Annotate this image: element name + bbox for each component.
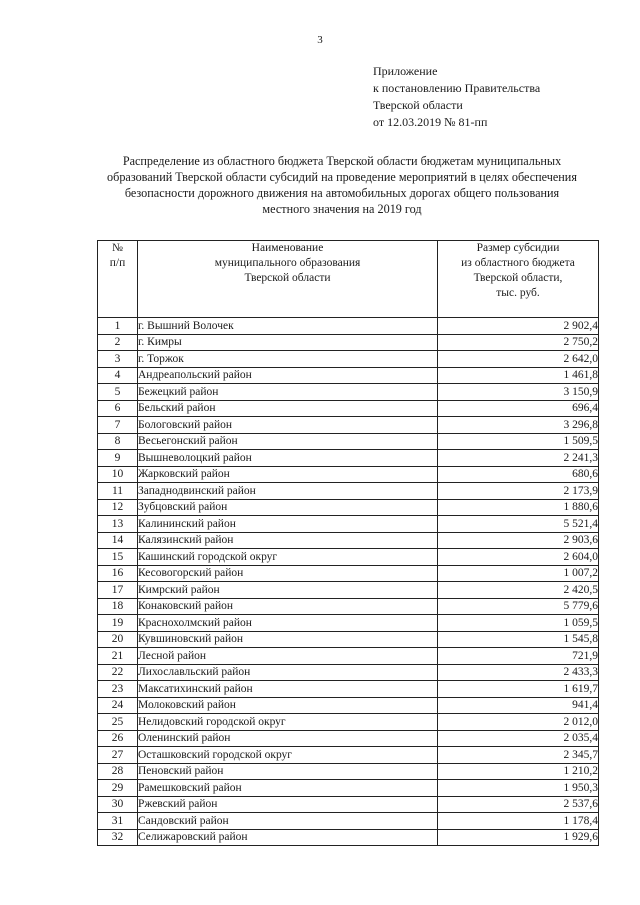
row-amount: 1 210,2 bbox=[438, 763, 599, 780]
row-municipality: Конаковский район bbox=[138, 598, 438, 615]
row-number: 17 bbox=[98, 582, 138, 599]
row-amount: 1 178,4 bbox=[438, 813, 599, 830]
row-number: 15 bbox=[98, 549, 138, 566]
row-amount: 1 059,5 bbox=[438, 615, 599, 632]
row-municipality: Сандовский район bbox=[138, 813, 438, 830]
row-municipality: Бежецкий район bbox=[138, 384, 438, 401]
row-number: 24 bbox=[98, 697, 138, 714]
row-municipality: г. Кимры bbox=[138, 334, 438, 351]
row-municipality: г. Торжок bbox=[138, 351, 438, 368]
row-number: 21 bbox=[98, 648, 138, 665]
header-text: п/п bbox=[109, 257, 126, 269]
subsidy-table bbox=[97, 240, 599, 846]
row-amount: 3 150,9 bbox=[438, 384, 599, 401]
row-amount: 1 950,3 bbox=[438, 780, 599, 797]
table-row bbox=[98, 730, 599, 747]
row-number: 5 bbox=[98, 384, 138, 401]
row-amount: 2 241,3 bbox=[438, 450, 599, 467]
row-amount: 1 509,5 bbox=[438, 433, 599, 450]
title-line: Распределение из областного бюджета Тверской области бюджетам муниципальных bbox=[122, 154, 562, 168]
header-text: Размер субсидии bbox=[476, 242, 560, 254]
row-number: 6 bbox=[98, 400, 138, 417]
table-row bbox=[98, 450, 599, 467]
row-municipality: Зубцовский район bbox=[138, 499, 438, 516]
annex-line: Тверской области bbox=[373, 98, 463, 112]
row-amount: 5 521,4 bbox=[438, 516, 599, 533]
row-number: 29 bbox=[98, 780, 138, 797]
annex-line: от 12.03.2019 № 81-пп bbox=[373, 115, 488, 129]
table-row bbox=[98, 334, 599, 351]
row-municipality: Ржевский район bbox=[138, 796, 438, 813]
row-municipality: Бологовский район bbox=[138, 417, 438, 434]
row-municipality: Краснохолмский район bbox=[138, 615, 438, 632]
row-amount: 2 345,7 bbox=[438, 747, 599, 764]
title-line: образований Тверской области субсидий на проведение мероприятий в целях обеспечения bbox=[107, 170, 577, 184]
row-municipality: Осташковский городской округ bbox=[138, 747, 438, 764]
row-number: 28 bbox=[98, 763, 138, 780]
row-municipality: Калининский район bbox=[138, 516, 438, 533]
table-row bbox=[98, 367, 599, 384]
row-municipality: Вышневолоцкий район bbox=[138, 450, 438, 467]
row-amount: 1 619,7 bbox=[438, 681, 599, 698]
table-row bbox=[98, 714, 599, 731]
row-number: 26 bbox=[98, 730, 138, 747]
row-municipality: Кесовогорский район bbox=[138, 565, 438, 582]
row-number: 13 bbox=[98, 516, 138, 533]
table-row bbox=[98, 763, 599, 780]
row-amount: 2 750,2 bbox=[438, 334, 599, 351]
row-amount: 2 433,3 bbox=[438, 664, 599, 681]
table-row bbox=[98, 351, 599, 368]
table-row bbox=[98, 664, 599, 681]
table-row bbox=[98, 549, 599, 566]
row-number: 10 bbox=[98, 466, 138, 483]
row-municipality: Калязинский район bbox=[138, 532, 438, 549]
header-text: Тверской области bbox=[244, 272, 331, 284]
row-amount: 680,6 bbox=[438, 466, 599, 483]
row-amount: 696,4 bbox=[438, 400, 599, 417]
row-amount: 2 604,0 bbox=[438, 549, 599, 566]
row-number: 7 bbox=[98, 417, 138, 434]
row-municipality: Пеновский район bbox=[138, 763, 438, 780]
row-amount: 2 173,9 bbox=[438, 483, 599, 500]
row-municipality: г. Вышний Волочек bbox=[138, 318, 438, 335]
table-row bbox=[98, 565, 599, 582]
page-number: 3 bbox=[317, 34, 323, 46]
row-number: 31 bbox=[98, 813, 138, 830]
row-number: 16 bbox=[98, 565, 138, 582]
row-number: 25 bbox=[98, 714, 138, 731]
row-municipality: Жарковский район bbox=[138, 466, 438, 483]
row-municipality: Оленинский район bbox=[138, 730, 438, 747]
table-row bbox=[98, 780, 599, 797]
annex-block bbox=[373, 63, 540, 131]
table-row bbox=[98, 384, 599, 401]
table-row bbox=[98, 582, 599, 599]
header-num bbox=[98, 241, 138, 318]
row-amount: 2 902,4 bbox=[438, 318, 599, 335]
row-number: 8 bbox=[98, 433, 138, 450]
row-amount: 2 537,6 bbox=[438, 796, 599, 813]
row-number: 2 bbox=[98, 334, 138, 351]
row-municipality: Андреапольский район bbox=[138, 367, 438, 384]
row-amount: 2 903,6 bbox=[438, 532, 599, 549]
row-amount: 2 012,0 bbox=[438, 714, 599, 731]
row-municipality: Кимрский район bbox=[138, 582, 438, 599]
header-text: из областного бюджета bbox=[461, 257, 575, 269]
header-text: муниципального образования bbox=[214, 257, 361, 269]
row-amount: 1 929,6 bbox=[438, 829, 599, 846]
row-municipality: Лихославльский район bbox=[138, 664, 438, 681]
row-number: 19 bbox=[98, 615, 138, 632]
row-number: 11 bbox=[98, 483, 138, 500]
row-amount: 1 461,8 bbox=[438, 367, 599, 384]
title-line: местного значения на 2019 год bbox=[262, 202, 422, 216]
row-municipality: Нелидовский городской округ bbox=[138, 714, 438, 731]
header-text: тыс. руб. bbox=[496, 287, 540, 299]
row-number: 12 bbox=[98, 499, 138, 516]
table-row bbox=[98, 516, 599, 533]
row-number: 22 bbox=[98, 664, 138, 681]
header-text: № bbox=[112, 242, 123, 254]
table-row bbox=[98, 466, 599, 483]
table-row bbox=[98, 499, 599, 516]
table-row bbox=[98, 697, 599, 714]
row-number: 3 bbox=[98, 351, 138, 368]
row-number: 9 bbox=[98, 450, 138, 467]
row-amount: 1 007,2 bbox=[438, 565, 599, 582]
header-text: Наименование bbox=[251, 242, 324, 254]
title-line: безопасности дорожного движения на автомобильных дорогах общего пользования bbox=[124, 186, 560, 200]
table-row bbox=[98, 747, 599, 764]
row-number: 18 bbox=[98, 598, 138, 615]
row-municipality: Кувшиновский район bbox=[138, 631, 438, 648]
row-municipality: Кашинский городской округ bbox=[138, 549, 438, 566]
row-amount: 2 420,5 bbox=[438, 582, 599, 599]
row-number: 32 bbox=[98, 829, 138, 846]
row-number: 30 bbox=[98, 796, 138, 813]
row-municipality: Селижаровский район bbox=[138, 829, 438, 846]
table-row bbox=[98, 318, 599, 335]
row-municipality: Максатихинский район bbox=[138, 681, 438, 698]
table-row bbox=[98, 417, 599, 434]
row-amount: 2 642,0 bbox=[438, 351, 599, 368]
row-amount: 721,9 bbox=[438, 648, 599, 665]
row-amount: 1 880,6 bbox=[438, 499, 599, 516]
row-municipality: Весьегонский район bbox=[138, 433, 438, 450]
table-row bbox=[98, 400, 599, 417]
row-municipality: Бельский район bbox=[138, 400, 438, 417]
table-row bbox=[98, 433, 599, 450]
table-row bbox=[98, 483, 599, 500]
row-municipality: Западнодвинский район bbox=[138, 483, 438, 500]
table-row bbox=[98, 796, 599, 813]
row-number: 4 bbox=[98, 367, 138, 384]
annex-line: к постановлению Правительства bbox=[373, 81, 541, 95]
table-row bbox=[98, 598, 599, 615]
row-municipality: Лесной район bbox=[138, 648, 438, 665]
row-amount: 941,4 bbox=[438, 697, 599, 714]
row-municipality: Молоковский район bbox=[138, 697, 438, 714]
table-header-row bbox=[98, 241, 599, 318]
row-municipality: Рамешковский район bbox=[138, 780, 438, 797]
header-text: Тверской области, bbox=[473, 272, 563, 284]
table-row bbox=[98, 631, 599, 648]
annex-line: Приложение bbox=[373, 64, 438, 78]
table-row bbox=[98, 829, 599, 846]
header-amount bbox=[438, 241, 599, 318]
table-row bbox=[98, 615, 599, 632]
document-title bbox=[98, 153, 586, 217]
row-number: 23 bbox=[98, 681, 138, 698]
row-amount: 1 545,8 bbox=[438, 631, 599, 648]
table-row bbox=[98, 648, 599, 665]
table-row bbox=[98, 813, 599, 830]
row-number: 14 bbox=[98, 532, 138, 549]
header-name bbox=[138, 241, 438, 318]
row-amount: 3 296,8 bbox=[438, 417, 599, 434]
table-row bbox=[98, 681, 599, 698]
table-row bbox=[98, 532, 599, 549]
row-number: 20 bbox=[98, 631, 138, 648]
row-amount: 2 035,4 bbox=[438, 730, 599, 747]
row-amount: 5 779,6 bbox=[438, 598, 599, 615]
row-number: 1 bbox=[98, 318, 138, 335]
row-number: 27 bbox=[98, 747, 138, 764]
